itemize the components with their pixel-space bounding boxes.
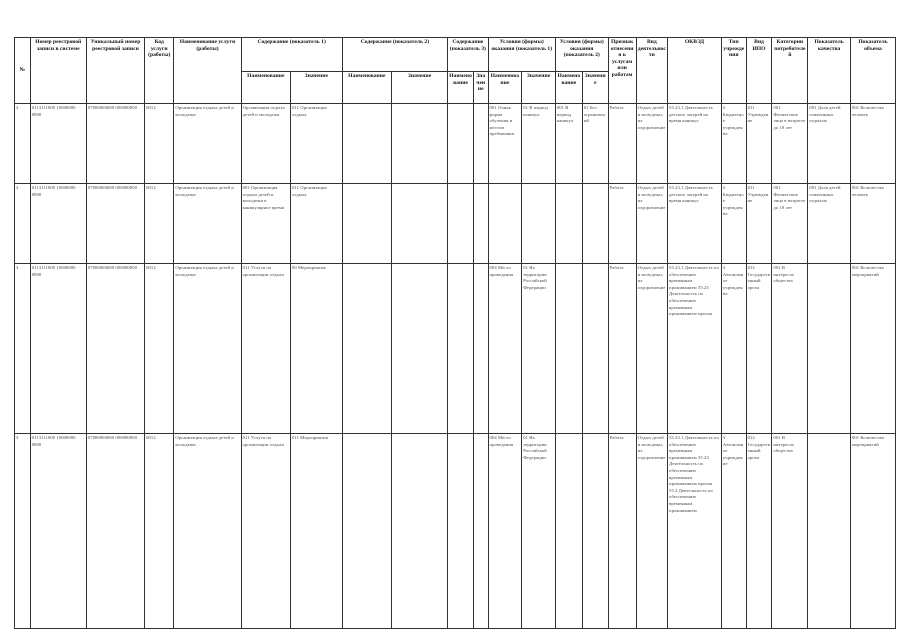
row-content1-value: 011 Организация отдыха [291, 104, 343, 184]
row-unique-number: 07000000000 000000000 [86, 104, 144, 184]
row-type: 3 Автономное учреждение [721, 434, 746, 629]
row-content2-name [342, 434, 391, 629]
row-content2-value [392, 264, 448, 434]
row-cond2-name [555, 184, 582, 264]
row-content1-name: 001 Организация отдыха детей и молодежи в каникулярное время [241, 184, 290, 264]
row-quality: 001 Доля детей охваченных отдыхом [808, 104, 851, 184]
header-reg-number: Номер реестровой записи в системе [30, 38, 86, 104]
row-code: 0012 [145, 104, 174, 184]
row-type: 2 Бюджетное учреждение [721, 104, 746, 184]
registry-table [14, 37, 896, 629]
row-no: 3 [15, 264, 31, 434]
row-content3-name [448, 104, 474, 184]
header-category: Категории потребителей [772, 38, 808, 104]
table-row [15, 264, 896, 434]
table-row [15, 434, 896, 629]
row-cond1-value [522, 184, 556, 264]
row-unique-number: 07000000000 000000000 [86, 264, 144, 434]
table-row [15, 104, 896, 184]
row-cond1-name: 004 Место проведения [488, 434, 522, 629]
row-content3-value [473, 434, 488, 629]
row-cond2-name: 001 В период каникул [555, 104, 582, 184]
row-code: 0012 [145, 184, 174, 264]
row-okved: 55.23.1 Деятельность по обеспечению временным проживанием 55.23 Деятельность по обеспечению временным проживанием прочая 55.2 Деятельность по обеспечению временным проживанием [668, 434, 722, 629]
row-content1-value: 011 Мероприятия [291, 434, 343, 629]
header-code: Код услуги (работы) [145, 38, 174, 104]
row-type: 3 Автономное учреждение [721, 264, 746, 434]
row-cond1-value: 01 На территории Российской Федерации [522, 434, 556, 629]
row-reg-number: 0113111000 10000000 0000 [30, 264, 86, 434]
row-service-name: Организация отдыха детей и молодежи [174, 434, 241, 629]
row-content2-value [392, 184, 448, 264]
row-volume: 001 Количество мероприятий [850, 434, 895, 629]
header-field: Вид деятельности [636, 38, 667, 104]
row-type: 2 Бюджетное учреждение [721, 184, 746, 264]
row-content3-name [448, 434, 474, 629]
header-unique-number: Уникальный номер реестровой записи [86, 38, 144, 104]
row-content3-value [473, 264, 488, 434]
row-service-name: Организация отдыха детей и молодежи [174, 104, 241, 184]
row-field: Отдых детей и молодежи, их оздоровление [636, 184, 667, 264]
row-content1-value: 00 Мероприятия [291, 264, 343, 434]
row-content3-name [448, 264, 474, 434]
row-content1-name: 011 Услуги по организации отдыха [241, 434, 290, 629]
header-service-name: Наименование услуги (работы) [174, 38, 241, 104]
row-cond1-value: 01 На территории Российской Федерации [522, 264, 556, 434]
row-category: 001 В интересах общества [772, 264, 808, 434]
row-service-name: Организация отдыха детей и молодежи [174, 184, 241, 264]
row-content3-name [448, 184, 474, 264]
row-cond2-value [582, 434, 608, 629]
row-unique-number: 07000000000 000000000 [86, 434, 144, 629]
row-cond1-value: 01 В период каникул [522, 104, 556, 184]
row-quality [808, 264, 851, 434]
header-condition-1: Условия (формы) оказания (показатель 1) [488, 38, 555, 72]
row-no: 2 [15, 104, 31, 184]
header-quality: Показатель качества [808, 38, 851, 104]
row-category: 001 Физические лица в возрасте до 18 лет [772, 104, 808, 184]
row-cond2-value [582, 184, 608, 264]
sub-name-cond1: Наименование [488, 72, 522, 104]
row-sign: Работа [608, 434, 636, 629]
row-quality: 001 Доля детей охваченных отдыхом [808, 184, 851, 264]
header-content-3: Содержание (показатель 3) [448, 38, 488, 72]
row-unique-number: 07000000000 000000000 [86, 184, 144, 264]
row-cond1-name [488, 184, 522, 264]
header-content-2: Содержание (показатель 2) [342, 38, 448, 72]
header-vid-ipo: Вид ИПО [746, 38, 772, 104]
row-field: Отдых детей и молодежи, их оздоровление [636, 104, 667, 184]
row-okved: 55.23.1 Деятельность по обеспечению временным проживанием 55.23 Деятельность по обеспечению временным проживанием прочая [668, 264, 722, 434]
row-content3-value [473, 184, 488, 264]
row-cond2-value [582, 264, 608, 434]
sub-name-content3: Наименование [448, 72, 474, 104]
row-code: 0012 [145, 264, 174, 434]
row-service-name: Организация отдыха детей и молодежи [174, 264, 241, 434]
sub-name-content1: Наименование [241, 72, 290, 104]
row-volume: 001 Количество человек [850, 104, 895, 184]
row-vid-ipo: 012 Государственный орган [746, 434, 772, 629]
row-code: 0012 [145, 434, 174, 629]
row-content1-name: Организация отдыха детей и молодежи [241, 104, 290, 184]
row-content3-value [473, 104, 488, 184]
row-vid-ipo: 012 Государственный орган [746, 264, 772, 434]
sub-value-cond2: Значение [582, 72, 608, 104]
header-condition-2: Условия (формы) оказания (показатель 2) [555, 38, 608, 72]
sub-value-content1: Значение [291, 72, 343, 104]
row-no: 2 [15, 184, 31, 264]
row-field: Отдых детей и молодежи, их оздоровление [636, 434, 667, 629]
row-content2-value [392, 434, 448, 629]
row-reg-number: 0113111000 10000000 0000 [30, 434, 86, 629]
row-sign: Работа [608, 184, 636, 264]
header-content-1: Содержание (показатель 1) [241, 38, 342, 72]
header-volume: Показатель объема [850, 38, 895, 104]
sub-name-cond2: Наименование [555, 72, 582, 104]
row-content2-name [342, 184, 391, 264]
row-cond2-value: 01 Без ограничений [582, 104, 608, 184]
sub-value-content2: Значение [392, 72, 448, 104]
row-category: 001 Физические лица в возрасте до 18 лет [772, 184, 808, 264]
row-content1-name: 011 Услуги по организации отдыха [241, 264, 290, 434]
row-cond2-name [555, 434, 582, 629]
row-sign: Работа [608, 264, 636, 434]
row-reg-number: 0113111000 10000000 0000 [30, 104, 86, 184]
row-sign: Работа [608, 104, 636, 184]
table-row [15, 184, 896, 264]
row-content2-name [342, 264, 391, 434]
row-content2-name [342, 104, 391, 184]
row-cond1-name: 004 Место проведения [488, 264, 522, 434]
row-vid-ipo: 011 Учреждение [746, 184, 772, 264]
sub-value-content3: Значение [473, 72, 488, 104]
row-category: 001 В интересах общества [772, 434, 808, 629]
row-cond2-name [555, 264, 582, 434]
row-content2-value [392, 104, 448, 184]
row-quality [808, 434, 851, 629]
row-okved: 55.23.1 Деятельность детских лагерей на время каникул [668, 104, 722, 184]
row-reg-number: 0113111000 10000000 0000 [30, 184, 86, 264]
row-cond1-name: 001 Очная форма обучения и местом пребывания [488, 104, 522, 184]
sub-name-content2: Наименование [342, 72, 391, 104]
sub-value-cond1: Значение [522, 72, 556, 104]
row-no: 3 [15, 434, 31, 629]
row-volume: 001 Количество человек [850, 184, 895, 264]
row-field: Отдых детей и молодежи, их оздоровление [636, 264, 667, 434]
row-volume: 001 Количество мероприятий [850, 264, 895, 434]
row-content1-value: 011 Организация отдыха [291, 184, 343, 264]
header-no: № [15, 38, 31, 104]
row-okved: 55.23.1 Деятельность детских лагерей на время каникул [668, 184, 722, 264]
header-type: Тип учреждения [721, 38, 746, 104]
header-sign: Признак отнесения к услугам или работам [608, 38, 636, 104]
row-vid-ipo: 011 Учреждение [746, 104, 772, 184]
header-okved: ОКВЭД [668, 38, 722, 104]
